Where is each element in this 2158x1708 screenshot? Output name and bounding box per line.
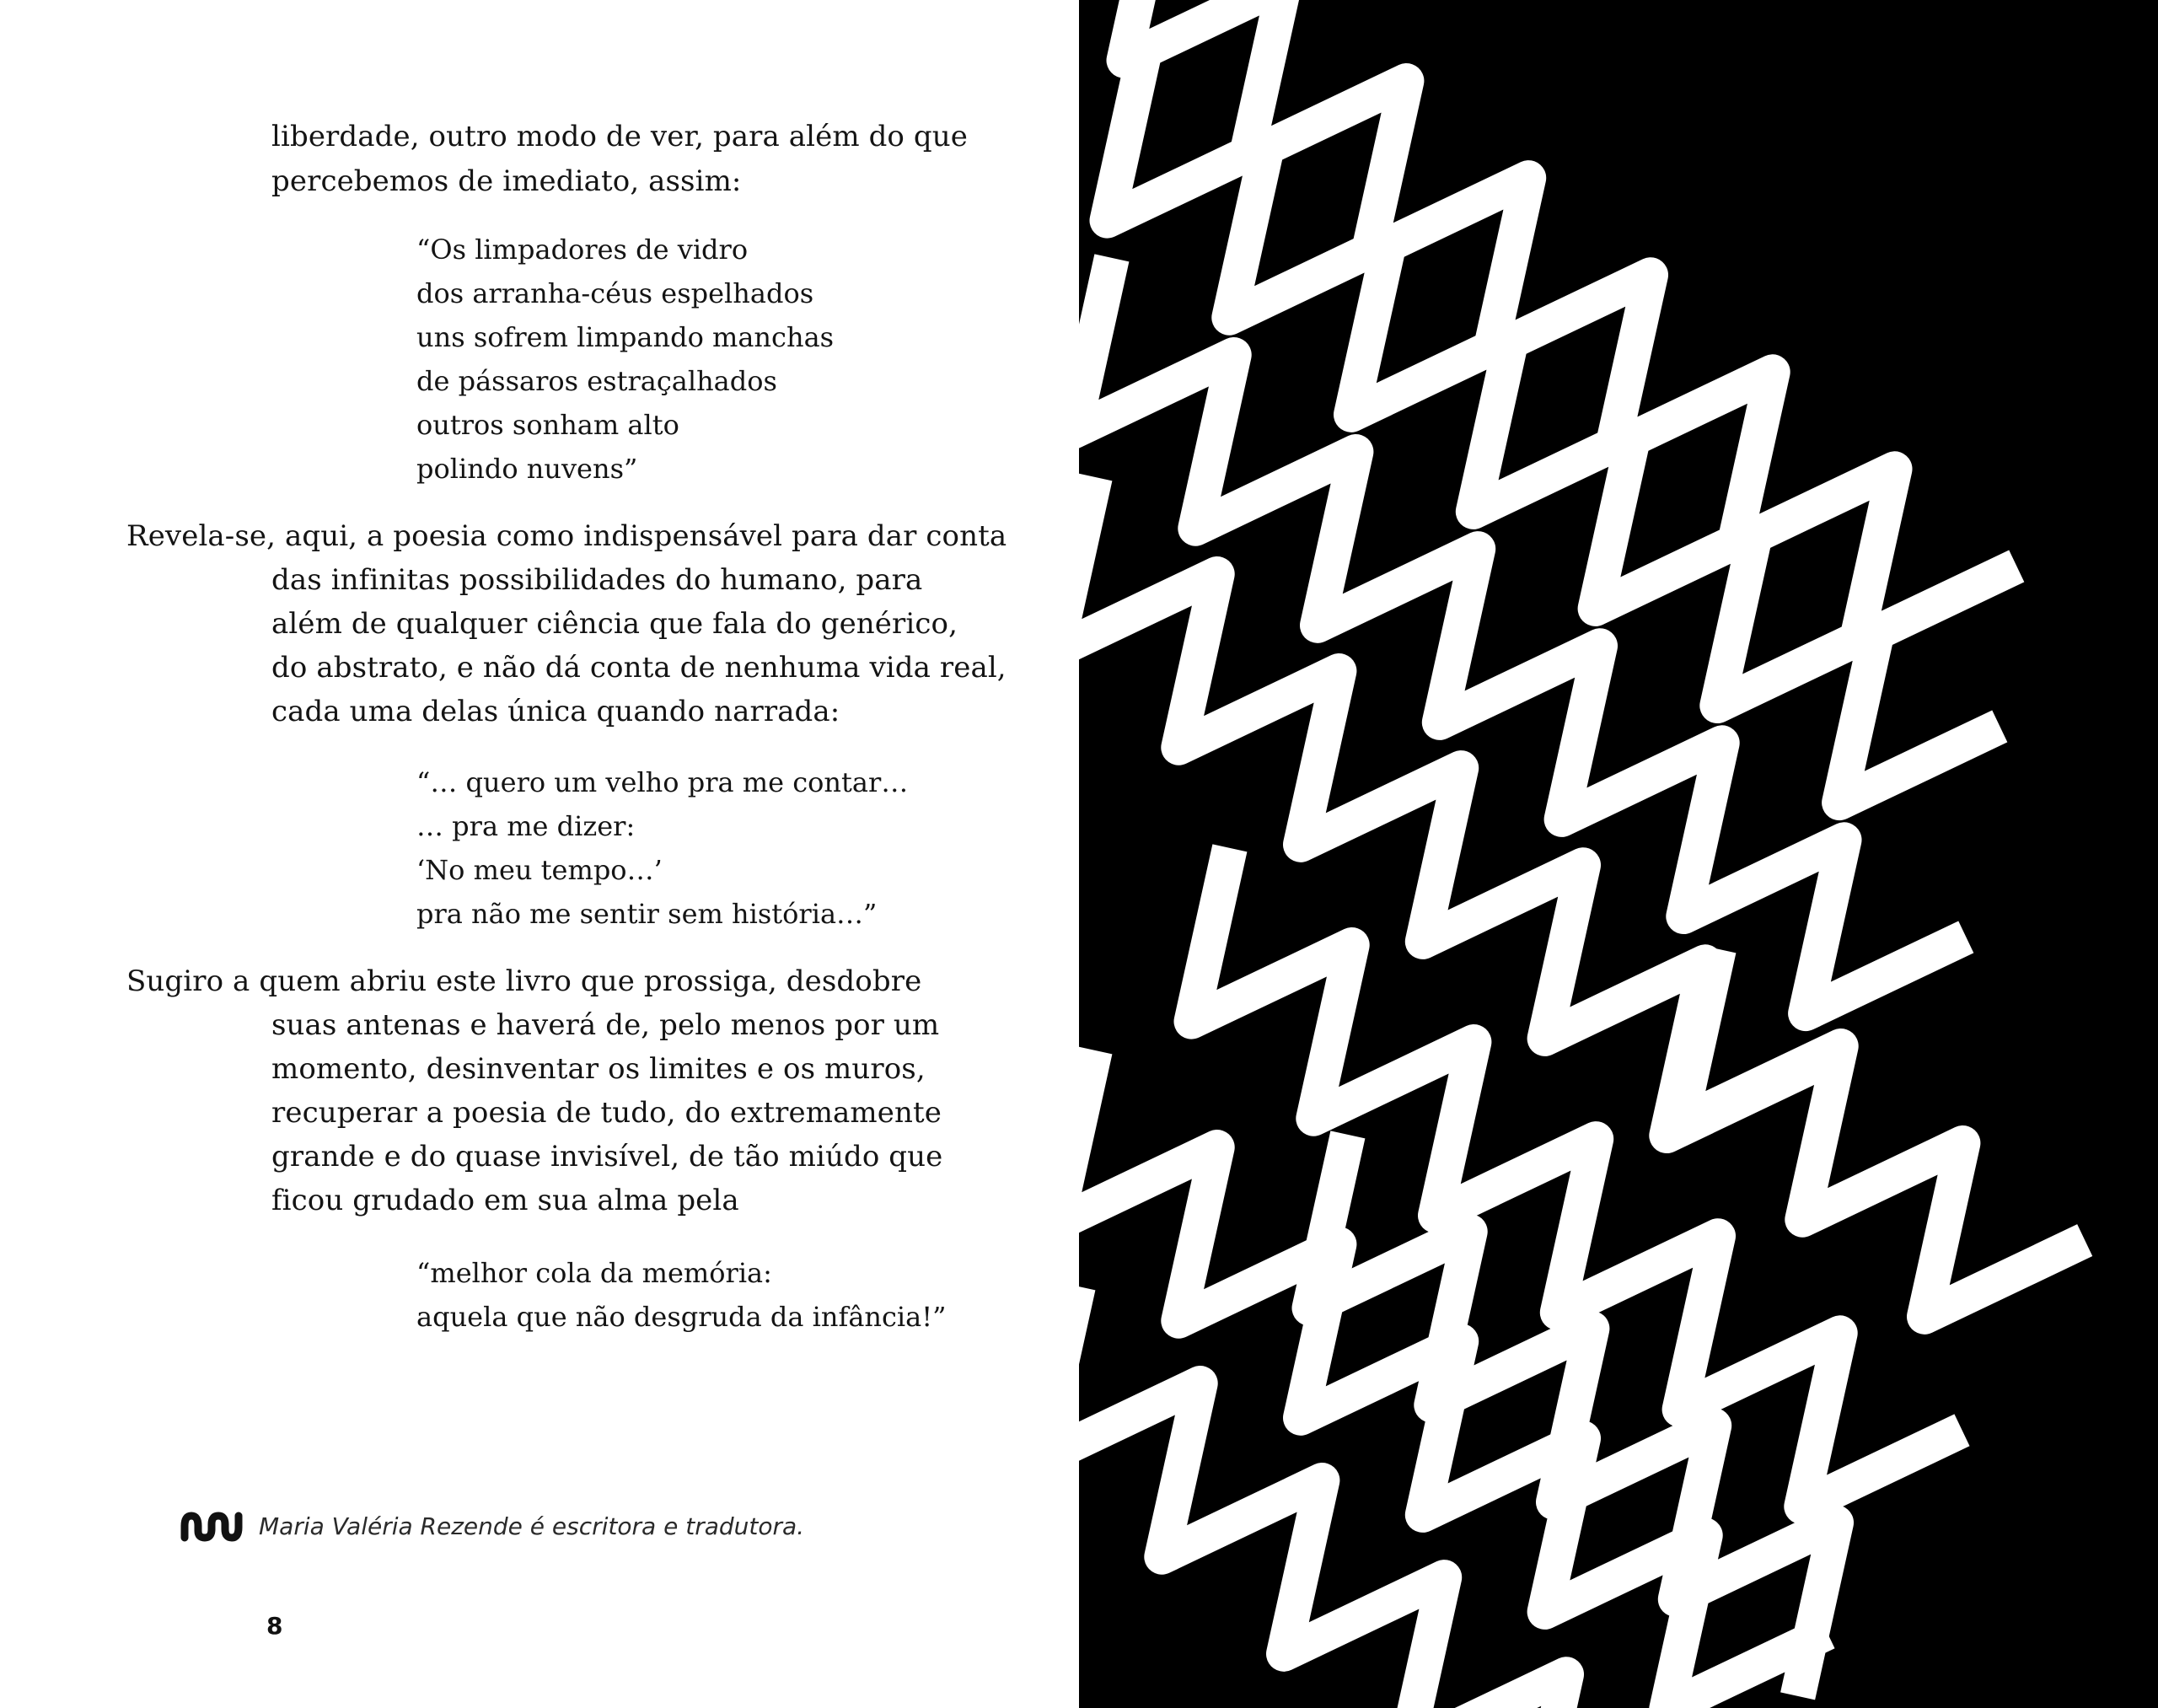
verse-line: “melhor cola da memória: <box>416 1257 772 1289</box>
text-line: liberdade, outro modo de ver, para além do que <box>271 120 968 153</box>
verse-line: … pra me dizer: <box>416 810 636 842</box>
text-line: do abstrato, e não dá conta de nenhuma vida real, <box>271 651 1007 685</box>
verse-line: ‘No meu tempo…’ <box>416 854 663 886</box>
text-line: além de qualquer ciência que fala do genérico, <box>271 607 958 641</box>
text-line: das infinitas possibilidades do humano, para <box>271 563 923 597</box>
white-zigzag-pattern-icon <box>1079 0 2158 1708</box>
verse-line: “… quero um velho pra me contar… <box>416 766 909 798</box>
author-credit <box>180 1507 804 1544</box>
page-number: 8 <box>266 1612 283 1640</box>
zigzag-band <box>1681 949 2086 1317</box>
text-line: ficou grudado em sua alma pela <box>271 1184 739 1217</box>
zigzag-band <box>1108 47 2000 803</box>
wave-logo-icon <box>180 1509 247 1543</box>
verse-line: uns sofrem limpando manchas <box>416 321 835 353</box>
verse-line: dos arranha-céus espelhados <box>416 277 814 309</box>
text-line: Revela-se, aqui, a poesia como indispensável para dar conta <box>126 519 1007 553</box>
verse-line: polindo nuvens” <box>416 453 638 485</box>
verse-line: “Os limpadores de vidro <box>416 234 749 266</box>
illustration-page <box>1079 0 2158 1708</box>
verse-line: aquela que não desgruda da infância!” <box>416 1301 947 1333</box>
text-line: percebemos de imediato, assim: <box>271 164 742 198</box>
verse-line: outros sonham alto <box>416 409 679 441</box>
text-line: momento, desinventar os limites e os muros, <box>271 1052 926 1086</box>
text-line: recuperar a poesia de tudo, do extremamente <box>271 1096 942 1130</box>
credit-text: Maria Valéria Rezende é escritora e tradutora. <box>259 1512 805 1540</box>
verse-line: pra não me sentir sem história…” <box>416 898 878 930</box>
text-line: Sugiro a quem abriu este livro que prossiga, desdobre <box>126 964 922 998</box>
text-line: suas antenas e haverá de, pelo menos por um <box>271 1008 940 1042</box>
verse-line: de pássaros estraçalhados <box>416 365 777 397</box>
text-line: grande e do quase invisível, de tão miúdo que <box>271 1140 943 1174</box>
text-line: cada uma delas única quando narrada: <box>271 695 840 728</box>
